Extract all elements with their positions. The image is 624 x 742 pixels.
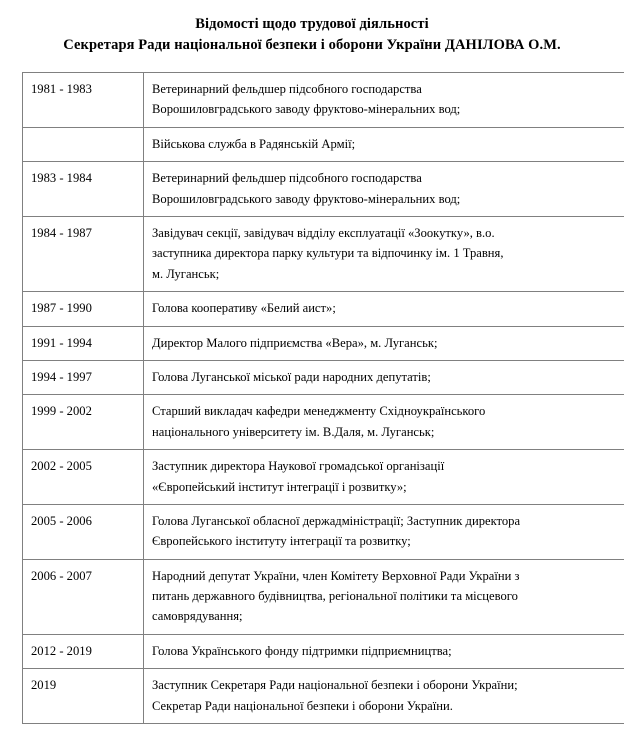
description-line: «Європейський інститут інтеграції і розвитку»; [152,479,407,494]
description-line: Директор Малого підприємства «Вера», м. Луганськ; [152,335,438,350]
period-cell: 2006 - 2007 [23,559,144,634]
table-row [23,504,624,559]
description-cell [144,450,624,505]
period-cell: 2002 - 2005 [23,450,144,505]
description-line: Європейського інституту інтеграції та розвитку; [152,534,411,549]
period-cell: 2012 - 2019 [23,634,144,668]
description-line: національного університету ім. В.Даля, м. Луганськ; [152,424,435,439]
page-title-line-2: Секретаря Ради національної безпеки і оборони України ДАНІЛОВА О.М. [63,37,561,54]
description-cell [144,634,624,668]
employment-history-table [22,72,624,724]
description-line: Заступник Секретаря Ради національної безпеки і оборони України; [152,678,518,693]
description-line: Старший викладач кафедри менеджменту Східноукраїнського [152,404,486,419]
period-cell: 1983 - 1984 [23,162,144,217]
page-title-line-1: Відомості щодо трудової діяльності [195,16,429,32]
table-row [23,450,624,505]
description-line: Військова служба в Радянській Армії; [152,136,356,151]
description-line: Ворошиловградського заводу фруктово-мінеральних вод; [152,102,461,117]
table-body [23,73,624,724]
table-row [23,216,624,291]
description-cell [144,504,624,559]
period-cell: 1984 - 1987 [23,216,144,291]
description-line: Голова Луганської обласної держадміністрації; Заступник директора [152,513,521,528]
table-row [23,73,624,128]
period-cell: 1999 - 2002 [23,395,144,450]
description-line: Голова Українського фонду підтримки підприємництва; [152,643,452,658]
description-line: Ветеринарний фельдшер підсобного господарства [152,171,422,186]
description-cell [144,326,624,360]
period-cell: 1981 - 1983 [23,73,144,128]
period-cell: 1991 - 1994 [23,326,144,360]
description-cell [144,162,624,217]
table-row [23,634,624,668]
table-row [23,395,624,450]
description-line: Голова кооперативу «Белий аист»; [152,301,336,316]
description-cell [144,669,624,724]
description-cell [144,73,624,128]
table-row [23,127,624,161]
description-line: Ворошиловградського заводу фруктово-мінеральних вод; [152,191,461,206]
table-row [23,669,624,724]
table-row [23,162,624,217]
period-cell: 2019 [23,669,144,724]
description-line: Народний депутат України, член Комітету Верховної Ради України з [152,568,520,583]
description-line: Заступник директора Наукової громадської організації [152,459,445,474]
description-cell [144,216,624,291]
description-line: питань державного будівництва, регіональної політики та місцевого [152,589,518,604]
table-row [23,326,624,360]
description-line: Ветеринарний фельдшер підсобного господарства [152,82,422,97]
description-cell [144,559,624,634]
description-cell [144,292,624,326]
description-line: Завідувач секції, завідувач відділу експлуатації «Зоокутку», в.о. [152,225,495,240]
table-row [23,559,624,634]
page-title [22,14,602,56]
description-line: заступника директора парку культури та відпочинку ім. 1 Травня, [152,246,504,261]
period-cell: 2005 - 2006 [23,504,144,559]
description-line: самоврядування; [152,609,243,624]
description-line: м. Луганськ; [152,266,220,281]
description-cell [144,395,624,450]
description-cell [144,360,624,394]
description-line: Секретар Ради національної безпеки і оборони України. [152,698,453,713]
period-cell [23,127,144,161]
description-cell [144,127,624,161]
table-row [23,360,624,394]
period-cell: 1987 - 1990 [23,292,144,326]
period-cell: 1994 - 1997 [23,360,144,394]
description-line: Голова Луганської міської ради народних депутатів; [152,369,431,384]
table-row [23,292,624,326]
